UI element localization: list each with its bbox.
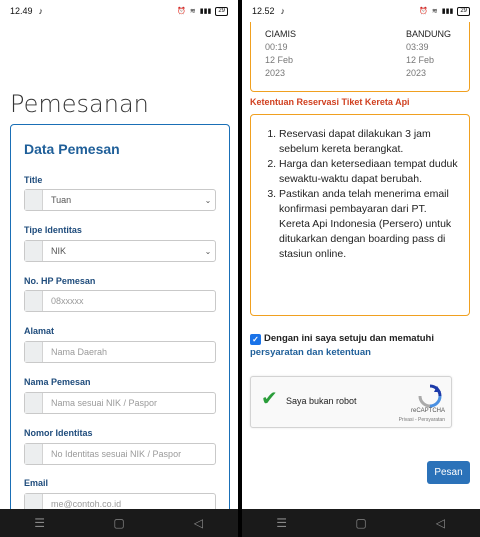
input-addon — [25, 291, 43, 311]
captcha-privacy-link[interactable]: Privasi - Persyaratan — [398, 417, 445, 423]
id-number-label: Nomor Identitas — [24, 428, 93, 438]
android-nav-bar — [242, 509, 480, 537]
page-title: Pemesanan — [10, 90, 149, 118]
battery-indicator: 29 — [215, 7, 228, 16]
booker-name-input[interactable] — [24, 392, 216, 414]
android-nav-bar — [0, 509, 238, 537]
order-button[interactable]: Pesan — [427, 461, 470, 484]
back-icon[interactable]: ◁ — [435, 516, 445, 530]
status-bar — [242, 0, 480, 22]
status-bar — [0, 0, 238, 22]
title-value: Tuan — [51, 195, 72, 205]
address-input[interactable] — [24, 341, 216, 363]
recaptcha-logo-icon — [417, 383, 443, 409]
origin-time: 00:19 — [265, 42, 288, 52]
rules-title: Ketentuan Reservasi Tiket Kereta Api — [250, 97, 410, 107]
signal-icon: ▮▮▮ — [441, 8, 454, 15]
clock: 12.49 — [10, 6, 33, 16]
tiktok-icon: ♪ — [280, 6, 286, 16]
address-placeholder: Nama Daerah — [51, 347, 108, 357]
wifi-icon: ≋ — [431, 8, 438, 15]
id-type-value: NIK — [51, 246, 67, 256]
id-number-input[interactable] — [24, 443, 216, 465]
checkmark-icon[interactable]: ✔ — [261, 388, 278, 410]
clock: 12.52 — [252, 6, 275, 16]
battery-indicator: 29 — [457, 7, 470, 16]
agree-checkbox[interactable]: ✓ — [250, 334, 261, 345]
title-select[interactable] — [24, 189, 216, 211]
rule-item: 2. Harga dan ketersediaan tempat duduk sewaktu-waktu dapat berubah. — [279, 157, 459, 187]
booker-name-placeholder: Nama sesuai NIK / Paspor — [51, 398, 158, 408]
title-label: Title — [24, 175, 43, 185]
route-summary — [250, 22, 470, 92]
id-number-placeholder: No Identitas sesuai NIK / Paspor — [51, 449, 182, 459]
email-placeholder: me@contoh.co.id — [51, 499, 122, 509]
chevron-down-icon: ⌄ — [204, 195, 212, 205]
phone-right — [242, 0, 480, 537]
origin-year: 2023 — [265, 68, 286, 78]
destination-time: 03:39 — [406, 42, 429, 52]
back-icon[interactable]: ◁ — [193, 516, 203, 530]
captcha-label: Saya bukan robot — [286, 396, 357, 406]
alarm-icon: ⏰ — [419, 8, 428, 15]
menu-icon[interactable]: ☰ — [276, 516, 288, 530]
terms-agreement — [250, 332, 472, 360]
input-addon — [25, 444, 43, 464]
booker-data-card — [10, 124, 230, 524]
signal-icon: ▮▮▮ — [199, 8, 212, 15]
destination-station: BANDUNG — [406, 29, 452, 39]
input-addon — [25, 393, 43, 413]
wifi-icon: ≋ — [189, 8, 196, 15]
id-type-select[interactable] — [24, 240, 216, 262]
destination-info — [406, 28, 451, 80]
origin-date: 12 Feb — [265, 55, 294, 65]
recaptcha-widget — [250, 376, 452, 428]
input-addon — [25, 241, 43, 261]
phone-label: No. HP Pemesan — [24, 276, 96, 286]
origin-info — [265, 28, 296, 80]
captcha-brand: reCAPTCHA — [410, 408, 445, 414]
alarm-icon: ⏰ — [177, 8, 186, 15]
email-label: Email — [24, 478, 49, 488]
phone-placeholder: 08xxxxx — [51, 296, 84, 306]
phone-left — [0, 0, 238, 537]
home-icon[interactable]: ▢ — [113, 516, 125, 530]
tiktok-icon: ♪ — [38, 6, 44, 16]
rules-box — [250, 114, 470, 316]
rule-item: 1. Reservasi dapat dilakukan 3 jam sebelum kereta berangkat. — [279, 127, 459, 157]
home-icon[interactable]: ▢ — [355, 516, 367, 530]
input-addon — [25, 190, 43, 210]
phone-input[interactable] — [24, 290, 216, 312]
origin-station: CIAMIS — [265, 29, 297, 39]
destination-year: 2023 — [406, 68, 427, 78]
card-title: Data Pemesan — [24, 141, 120, 157]
rule-item: 3. Pastikan anda telah menerima email konfirmasi pembayaran dari PT. Kereta Api Indonesia (Persero) untuk ditukarkan dengan boarding pass di stasiun online. — [279, 187, 459, 262]
booker-name-label: Nama Pemesan — [24, 377, 91, 387]
terms-link[interactable]: persyaratan dan ketentuan — [250, 347, 371, 358]
agree-text: Dengan ini saya setuju dan mematuhi — [264, 333, 434, 344]
address-label: Alamat — [24, 326, 55, 336]
chevron-down-icon: ⌄ — [204, 246, 212, 256]
id-type-label: Tipe Identitas — [24, 225, 82, 235]
menu-icon[interactable]: ☰ — [34, 516, 46, 530]
input-addon — [25, 342, 43, 362]
destination-date: 12 Feb — [406, 55, 435, 65]
rules-list — [261, 127, 459, 262]
